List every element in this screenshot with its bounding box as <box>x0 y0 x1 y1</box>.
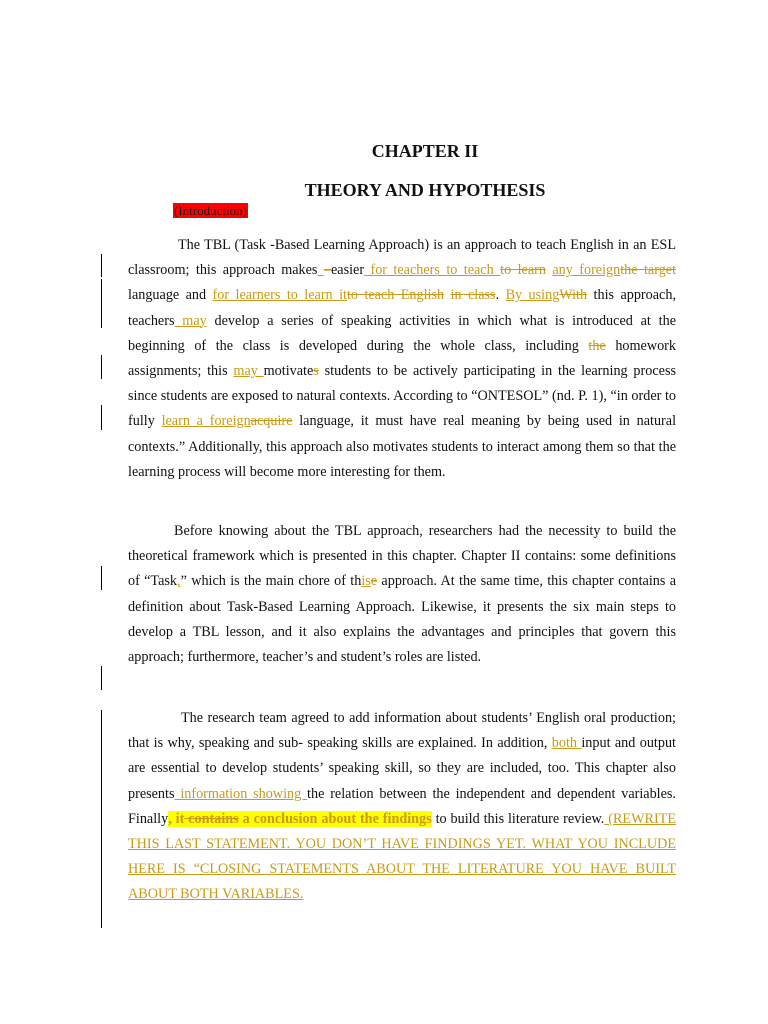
tracked-insertion: for teachers to teach <box>364 262 501 279</box>
tracked-deletion: to teach English <box>346 287 445 304</box>
tracked-insertion: may <box>174 312 207 329</box>
paragraph-1 <box>128 233 676 485</box>
tracked-insertion: (REWRITE THIS LAST STATEMENT. YOU DON’T HAVE FINDINGS YET. WHAT YOU INCLUDE HERE IS “CLOSING STATEMENTS ABOUT THE LITERATURE YOU HAVE BUILT ABOUT BOTH VARIABLES. <box>128 810 676 903</box>
highlighted-text: a conclusion about the findings <box>238 810 432 827</box>
tracked-deletion: e <box>370 573 378 590</box>
body-text: language and <box>128 287 213 304</box>
tracked-insertion: By using <box>505 287 560 304</box>
paragraph-3 <box>128 706 676 908</box>
change-bar <box>101 710 102 928</box>
change-bar <box>101 355 102 379</box>
tracked-deletion: acquire <box>250 413 293 430</box>
body-text: language, it must have real meaning by being used in natural contexts.” Additionally, this approach also motivates students to interact among them so that the learning process will become more interesting for them. <box>128 413 677 480</box>
tracked-deletion: contains <box>184 810 239 827</box>
body-text: to build this literature review. <box>431 810 605 827</box>
change-bar <box>101 405 102 430</box>
body-text: The TBL (Task -Based Learning Approach) is an approach to teach English in an ESL classroom; this approach makes <box>128 237 676 279</box>
body-text: Before knowing about the TBL approach, researchers had the necessity to build the theoretical framework which is presented in this chapter. Chapter II contains: some definitions of “Task <box>128 523 676 590</box>
paragraph-2 <box>128 519 676 670</box>
tracked-insertion: for learners to learn it <box>212 287 347 304</box>
body-text: ” which is the main chore of th <box>180 573 362 590</box>
body-text: motivate <box>263 363 314 380</box>
body-text: input and output are essential to develop students’ speaking skill, so they are included, too. This chapter also presents <box>128 735 676 802</box>
change-bar <box>101 254 102 277</box>
body-text: the relation between the independent and dependent variables. Finally <box>128 785 676 827</box>
tracked-deletion: s <box>313 363 319 380</box>
tracked-deletion: – <box>323 262 331 279</box>
introduction-tag: (Introduction) <box>174 203 247 218</box>
tracked-insertion: may <box>233 363 264 380</box>
body-text: . <box>495 287 506 304</box>
change-bar <box>101 666 102 690</box>
tracked-deletion: the target <box>620 262 677 279</box>
body-text: develop a series of speaking activities in which what is introduced at the beginning of the class is developed during the whole class, including <box>128 312 677 354</box>
body-text: this approach, teachers <box>128 287 676 329</box>
body-text: students to be actively participating in the learning process since students are exposed to natural contexts. According to “ONTESOL” (nd. P. 1), “in order to fully <box>128 363 676 430</box>
change-bar <box>101 279 102 328</box>
chapter-number: CHAPTER II <box>371 141 479 161</box>
tracked-insertion: information showing <box>174 785 308 802</box>
body-text: easier <box>330 262 365 279</box>
tracked-insertion: , <box>177 573 181 590</box>
tracked-insertion: learn a foreign <box>161 413 251 430</box>
chapter-title: THEORY AND HYPOTHESIS <box>304 180 546 200</box>
change-bar <box>101 566 102 590</box>
highlighted-text: , it <box>168 810 185 827</box>
tracked-deletion: in class <box>450 287 496 304</box>
tracked-insertion: both <box>551 735 582 752</box>
tracked-deletion: the <box>588 337 606 354</box>
body-text: homework assignments; this <box>128 337 676 380</box>
tracked-deletion: With <box>559 287 588 304</box>
body-text: The research team agreed to add information about students’ English oral production; that is why, speaking and sub- speaking skills are explained. In addition, <box>128 710 676 752</box>
tracked-deletion: to learn <box>500 262 546 279</box>
tracked-insertion: any foreign <box>552 262 621 279</box>
body-text: approach. At the same time, this chapter contains a definition about Task-Based Learning Approach. Likewise, it presents the six main steps to develop a TBL lesson, and it also explains the advantages and principles that govern this approach; furthermore, teacher’s and student’s roles are listed. <box>128 573 677 666</box>
tracked-insertion: is <box>361 573 371 590</box>
